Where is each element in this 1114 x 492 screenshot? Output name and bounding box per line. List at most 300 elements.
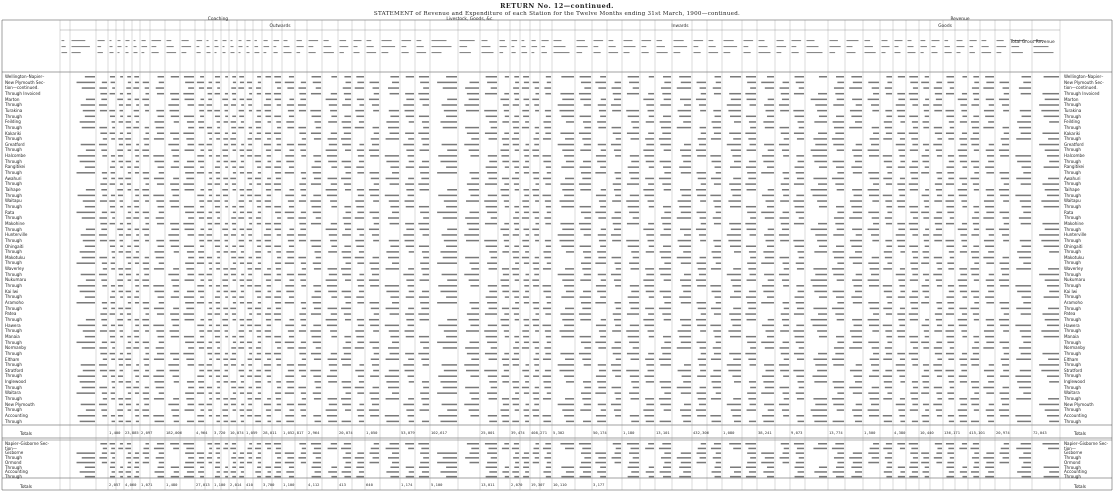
cell-figure [207,87,212,89]
cell-figure [649,336,654,338]
cell-figure [646,421,654,423]
cell-figure [100,353,107,355]
cell-figure [767,206,774,208]
cell-figure [797,178,804,180]
header-text-stroke [807,52,823,53]
cell-figure [749,421,756,423]
cell-figure [782,319,789,321]
cell-figure [247,452,252,454]
cell-figure [102,452,107,454]
cell-figure [267,448,271,450]
cell-figure [183,313,194,315]
cell-figure [103,359,107,361]
cell-figure [595,462,606,464]
total-cell: 2,097 [141,430,153,435]
cell-figure [582,268,591,270]
cell-figure [143,302,149,304]
cell-figure [274,246,281,248]
cell-figure [358,285,364,287]
cell-figure [680,99,691,101]
total-cell: 4,112 [308,482,320,487]
cell-figure [355,330,364,332]
cell-figure [747,392,756,394]
cell-figure [870,448,879,450]
cell-figure [731,229,741,231]
cell-figure [924,240,929,242]
cell-figure [146,443,150,445]
cell-figure [615,325,621,327]
cell-figure [156,200,164,202]
cell-figure [958,99,967,101]
header-text-stroke [460,52,471,53]
cell-figure [344,353,351,355]
cell-figure [119,234,123,236]
cell-figure [598,104,606,106]
cell-figure [442,404,457,406]
cell-figure [986,319,994,321]
cell-figure [249,330,252,332]
cell-figure [886,183,892,185]
cell-figure [390,246,399,248]
cell-figure [648,223,654,225]
cell-figure [1049,251,1059,253]
total-cell: 2,964 [308,430,320,435]
cell-figure [851,467,862,469]
cell-figure [111,172,115,174]
cell-figure [420,319,429,321]
header-text-stroke [759,52,771,53]
cell-figure [1044,467,1059,469]
cell-figure [186,268,194,270]
cell-figure [208,409,212,411]
cell-figure [298,274,306,276]
cell-figure [285,375,294,377]
cell-figure [241,161,244,163]
cell-figure [241,421,244,423]
cell-figure [896,104,905,106]
cell-figure [403,364,414,366]
cell-figure [949,121,954,123]
cell-figure [174,121,179,123]
header-text-stroke [932,46,936,47]
cell-figure [716,342,721,344]
cell-figure [795,296,804,298]
cell-figure [286,421,294,423]
cell-figure [119,274,123,276]
station-label: Through [5,147,22,153]
cell-figure [406,296,414,298]
header-text-stroke [792,52,799,53]
cell-figure [985,467,994,469]
header-text-stroke [694,40,704,41]
cell-figure [355,240,364,242]
cell-figure [564,195,574,197]
cell-figure [885,457,892,459]
cell-figure [648,110,654,112]
cell-figure [267,325,271,327]
cell-figure [370,452,379,454]
cell-figure [1000,82,1009,84]
cell-figure [910,149,918,151]
cell-figure [315,291,321,293]
cell-figure [886,443,892,445]
station-label: Makohine [5,220,25,226]
cell-figure [581,462,591,464]
cell-figure [224,364,228,366]
cell-figure [489,291,497,293]
cell-figure [225,330,228,332]
cell-figure [733,398,741,400]
cell-figure [1000,212,1009,214]
cell-figure [301,302,306,304]
cell-figure [301,195,306,197]
cell-figure [447,279,457,281]
header-text-stroke [98,52,103,53]
cell-figure [126,381,131,383]
station-label: Accounting [1064,413,1087,418]
cell-figure [678,240,691,242]
cell-figure [301,325,306,327]
cell-figure [645,308,654,310]
cell-figure [486,206,497,208]
cell-figure [248,144,252,146]
cell-figure [216,82,220,84]
cell-figure [921,452,929,454]
cell-figure [143,285,149,287]
cell-figure [247,415,252,417]
cell-figure [984,240,994,242]
cell-figure [486,476,497,478]
cell-figure [217,381,220,383]
cell-figure [112,127,115,129]
cell-figure [80,291,95,293]
cell-figure [832,359,844,361]
cell-figure [910,452,918,454]
cell-figure [898,336,905,338]
cell-figure [470,302,479,304]
cell-figure [370,302,379,304]
cell-figure [156,387,164,389]
cell-figure [713,457,721,459]
cell-figure [835,183,844,185]
cell-figure [248,308,252,310]
cell-figure [697,262,706,264]
cell-figure [799,257,804,259]
cell-figure [561,296,574,298]
station-label: Feilding [5,119,21,125]
cell-figure [524,195,529,197]
cell-figure [909,313,918,315]
cell-figure [912,161,918,163]
cell-figure [746,336,756,338]
cell-figure [1016,138,1031,140]
station-label: Normanby [1064,345,1086,351]
cell-figure [697,342,706,344]
cell-figure [154,448,164,450]
cell-figure [299,330,306,332]
cell-figure [298,457,306,459]
cell-figure [1041,370,1059,372]
cell-figure [911,398,918,400]
cell-figure [909,467,918,469]
cell-figure [649,296,654,298]
cell-figure [471,178,479,180]
cell-figure [909,183,918,185]
cell-figure [112,387,115,389]
cell-figure [729,133,741,135]
cell-figure [974,319,979,321]
cell-figure [134,467,139,469]
cell-figure [446,116,457,118]
cell-figure [899,375,905,377]
cell-figure [258,392,261,394]
cell-figure [421,359,429,361]
station-label: Through [1064,305,1081,311]
header-text-stroke [674,40,684,41]
cell-figure [900,398,905,400]
cell-figure [102,375,107,377]
station-label: Eltham [1064,356,1079,362]
cell-figure [872,457,879,459]
cell-figure [960,274,967,276]
cell-figure [697,172,706,174]
cell-figure [680,279,691,281]
header-text-stroke [522,40,525,41]
cell-figure [188,387,194,389]
cell-figure [216,448,220,450]
header-text-stroke [532,40,536,41]
header-text-stroke [215,46,219,47]
cell-figure [120,223,123,225]
cell-figure [118,359,123,361]
cell-figure [747,189,756,191]
cell-figure [112,291,115,293]
cell-figure [935,183,942,185]
cell-figure [584,234,591,236]
cell-figure [749,291,756,293]
cell-figure [535,370,539,372]
header-text-stroke [309,52,316,53]
cell-figure [302,359,306,361]
cell-figure [85,296,95,298]
header-text-stroke [98,46,102,47]
cell-figure [750,87,756,89]
cell-figure [1021,313,1031,315]
cell-figure [796,302,804,304]
header-text-stroke [542,40,549,41]
cell-figure [406,76,414,78]
cell-figure [215,336,220,338]
cell-figure [781,183,789,185]
cell-figure [110,206,115,208]
cell-figure [682,375,691,377]
cell-figure [486,116,497,118]
cell-figure [701,223,706,225]
cell-figure [660,291,671,293]
cell-figure [937,359,942,361]
header-text-stroke [1012,52,1023,53]
cell-figure [561,116,574,118]
cell-figure [168,104,179,106]
cell-figure [197,212,204,214]
cell-figure [120,443,123,445]
cell-figure [255,375,261,377]
cell-figure [356,206,364,208]
cell-figure [974,172,979,174]
cell-figure [487,212,497,214]
cell-figure [370,375,379,377]
cell-figure [386,448,399,450]
cell-figure [1044,336,1059,338]
cell-figure [217,421,220,423]
header-text-stroke [921,46,927,47]
cell-figure [135,262,139,264]
cell-figure [599,200,606,202]
cell-figure [883,375,892,377]
cell-figure [315,381,321,383]
cell-figure [1019,387,1031,389]
cell-figure [584,87,591,89]
cell-figure [716,452,721,454]
cell-figure [240,229,244,231]
cell-figure [547,302,551,304]
cell-figure [887,392,892,394]
cell-figure [255,359,261,361]
cell-figure [443,387,457,389]
cell-figure [127,336,131,338]
cell-figure [645,359,654,361]
cell-figure [143,452,149,454]
cell-figure [171,467,179,469]
cell-figure [662,353,671,355]
cell-figure [405,133,414,135]
header-text-stroke [274,52,278,53]
cell-figure [523,206,529,208]
total-cell: 5,302 [553,430,565,435]
cell-figure [256,110,261,112]
cell-figure [359,251,364,253]
cell-figure [208,99,212,101]
cell-figure [833,421,844,423]
cell-figure [388,127,399,129]
cell-figure [86,99,95,101]
station-label: Through [1064,113,1081,119]
cell-figure [815,404,827,406]
cell-figure [923,257,929,259]
cell-figure [1016,448,1031,450]
cell-figure [312,116,321,118]
cell-figure [886,296,892,298]
cell-figure [342,234,351,236]
cell-figure [209,285,212,287]
cell-figure [85,476,95,478]
cell-figure [83,110,95,112]
cell-figure [613,223,621,225]
cell-figure [560,223,574,225]
cell-figure [127,353,131,355]
cell-figure [142,189,149,191]
cell-figure [885,387,892,389]
cell-figure [199,110,204,112]
cell-figure [948,325,954,327]
cell-figure [850,240,862,242]
cell-figure [958,409,967,411]
cell-figure [535,127,539,129]
cell-figure [945,110,954,112]
cell-figure [684,274,691,276]
cell-figure [970,138,979,140]
cell-figure [698,138,706,140]
cell-figure [660,161,671,163]
cell-figure [566,381,574,383]
cell-figure [936,99,942,101]
cell-figure [197,415,204,417]
cell-figure [615,155,621,157]
cell-figure [215,313,220,315]
cell-figure [312,76,321,78]
cell-figure [128,99,131,101]
cell-figure [390,467,399,469]
cell-figure [581,302,591,304]
cell-figure [437,172,457,174]
cell-figure [501,325,509,327]
cell-figure [143,155,149,157]
cell-figure [355,87,364,89]
header-text-stroke [674,46,688,47]
cell-figure [372,364,379,366]
cell-figure [936,462,942,464]
cell-figure [285,172,294,174]
cell-figure [423,404,429,406]
cell-figure [746,467,756,469]
cell-figure [501,415,509,417]
cell-figure [185,149,194,151]
total-cell: 1,050 [366,430,378,435]
header-text-stroke [432,46,452,47]
cell-figure [819,206,827,208]
cell-figure [145,257,149,259]
header-text-stroke [594,40,604,41]
cell-figure [326,229,337,231]
header-text-stroke [554,46,566,47]
cell-figure [1019,347,1031,349]
cell-figure [392,302,399,304]
cell-figure [405,370,414,372]
cell-figure [232,476,236,478]
cell-figure [728,330,741,332]
cell-figure [136,234,139,236]
cell-figure [249,443,252,445]
cell-figure [331,76,337,78]
cell-figure [885,87,892,89]
cell-figure [313,212,321,214]
cell-figure [853,262,862,264]
cell-figure [886,313,892,315]
cell-figure [677,257,691,259]
cell-figure [972,387,979,389]
header-text-stroke [126,40,130,41]
cell-figure [406,467,414,469]
cell-figure [223,155,228,157]
cell-figure [910,172,918,174]
cell-figure [546,336,551,338]
header-text-stroke [167,52,177,53]
cell-figure [799,347,804,349]
cell-figure [1017,471,1031,473]
total-cell: 4,380 [894,430,906,435]
cell-figure [1016,308,1031,310]
cell-figure [696,409,706,411]
